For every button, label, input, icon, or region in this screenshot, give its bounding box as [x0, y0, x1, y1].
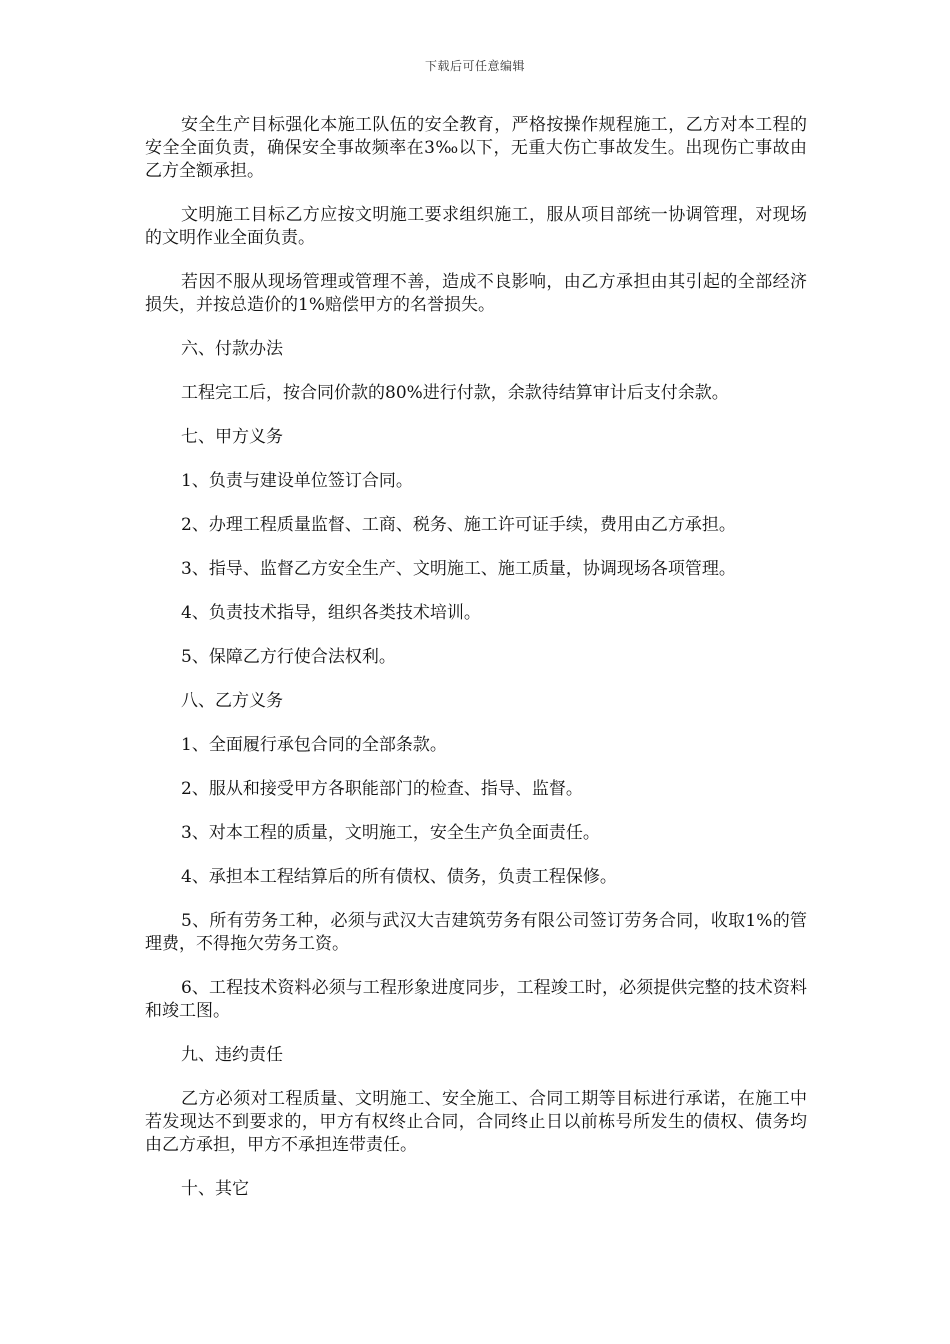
party-b-duty-3: 3、对本工程的质量，文明施工，安全生产负全面责任。 [181, 823, 600, 843]
paragraph-payment-terms: 工程完工后，按合同价款的80%进行付款，余款待结算审计后支付余款。 [181, 383, 729, 403]
party-a-duty-2: 2、办理工程质量监督、工商、税务、施工许可证手续，费用由乙方承担。 [181, 515, 736, 535]
section-heading-other: 十、其它 [181, 1179, 249, 1199]
section-heading-party-a-duties: 七、甲方义务 [181, 427, 283, 447]
paragraph-breach-terms: 乙方必须对工程质量、文明施工、安全施工、合同工期等目标进行承诺，在施工中若发现达不到要求的，甲方有权终止合同，合同终止日以前栋号所发生的债权、债务均由乙方承担，甲方不承担连带责任。 [145, 1089, 807, 1155]
party-a-duty-5: 5、保障乙方行使合法权利。 [181, 647, 396, 667]
party-b-duty-6: 6、工程技术资料必须与工程形象进度同步，工程竣工时，必须提供完整的技术资料和竣工图。 [145, 978, 807, 1021]
party-b-duty-2: 2、服从和接受甲方各职能部门的检查、指导、监督。 [181, 779, 583, 799]
party-b-duty-4: 4、承担本工程结算后的所有债权、债务，负责工程保修。 [181, 867, 617, 887]
page-header: 下载后可任意编辑 [424, 59, 525, 73]
section-heading-breach-liability: 九、违约责任 [181, 1045, 283, 1065]
section-heading-payment: 六、付款办法 [181, 339, 283, 359]
party-b-duty-1: 1、全面履行承包合同的全部条款。 [181, 735, 447, 755]
party-a-duty-3: 3、指导、监督乙方安全生产、文明施工、施工质量，协调现场各项管理。 [181, 559, 736, 579]
party-b-duty-5: 5、所有劳务工种，必须与武汉大吉建筑劳务有限公司签订劳务合同，收取1%的管理费，不得拖欠劳务工资。 [145, 911, 807, 954]
document-body [145, 114, 807, 1222]
paragraph-civilized-construction: 文明施工目标乙方应按文明施工要求组织施工，服从项目部统一协调管理，对现场的文明作业全面负责。 [145, 205, 807, 248]
party-a-duty-4: 4、负责技术指导，组织各类技术培训。 [181, 603, 481, 623]
paragraph-management-loss: 若因不服从现场管理或管理不善，造成不良影响，由乙方承担由其引起的全部经济损失，并按总造价的1%赔偿甲方的名誉损失。 [145, 272, 807, 315]
section-heading-party-b-duties: 八、乙方义务 [181, 691, 283, 711]
paragraph-safety-target: 安全生产目标强化本施工队伍的安全教育，严格按操作规程施工，乙方对本工程的安全全面负责，确保安全事故频率在3‰以下，无重大伤亡事故发生。出现伤亡事故由乙方全额承担。 [145, 115, 807, 181]
party-a-duty-1: 1、负责与建设单位签订合同。 [181, 471, 413, 491]
